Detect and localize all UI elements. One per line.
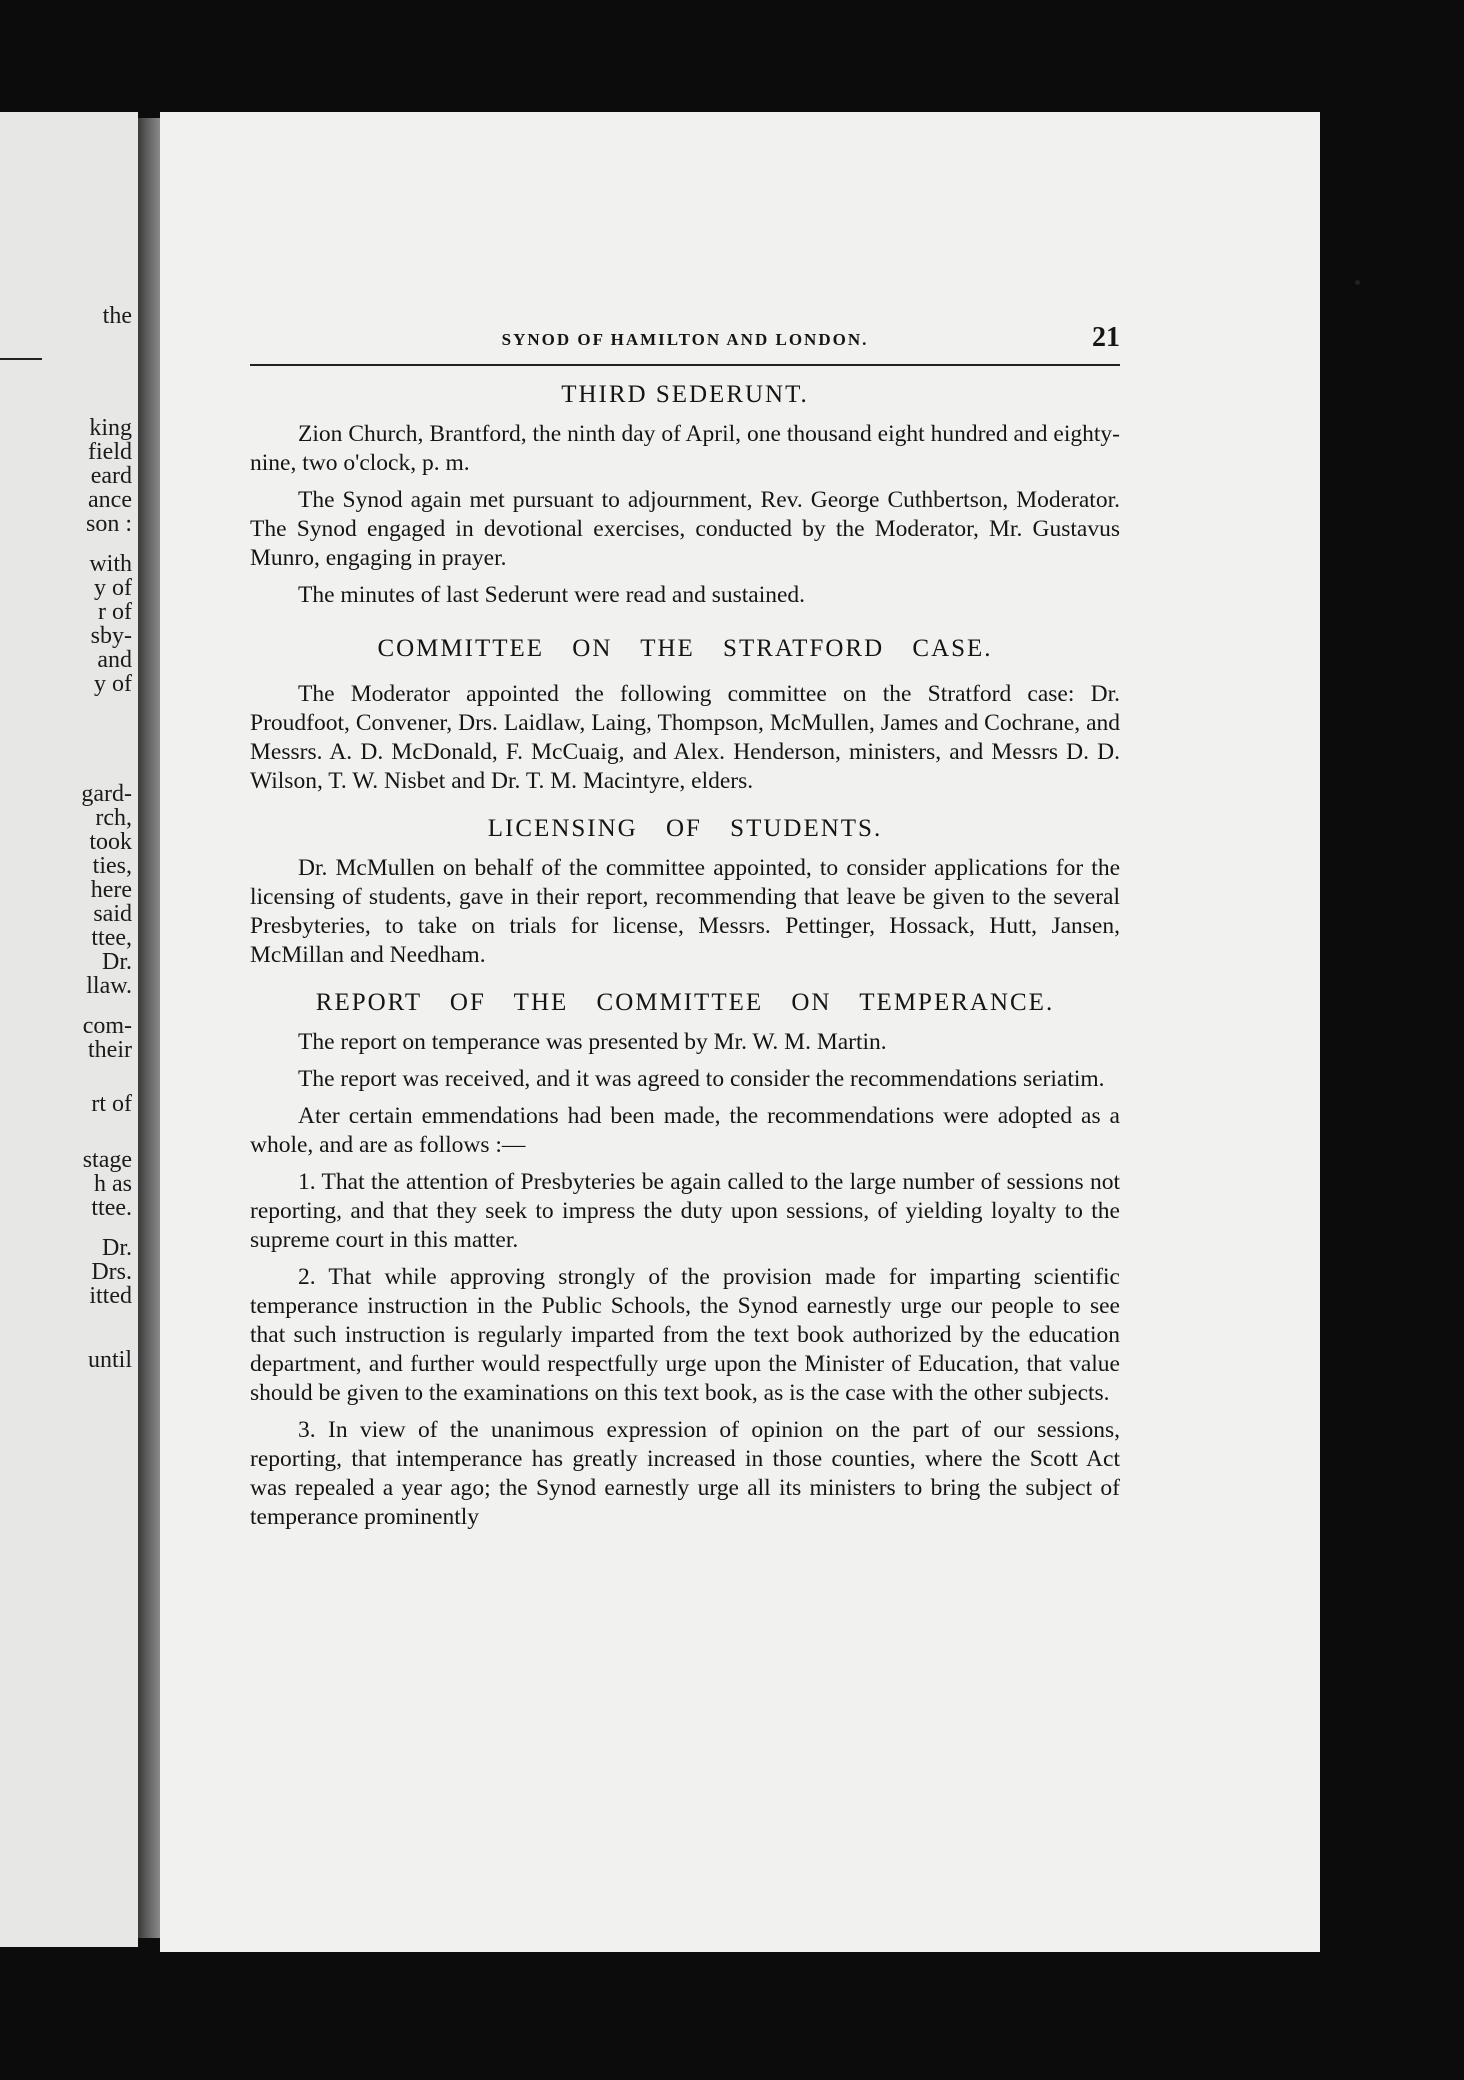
heading-stratford-case: COMMITTEE ON THE STRATFORD CASE. [377,635,993,662]
paragraph: 1. That the attention of Presbyteries be again called to the large number of sessions not reporting, and that they seek to impress the duty upon sessions, of yielding loyalty to the supreme court in this matter. [250,1169,1120,1253]
paragraph: The Moderator appointed the following committee on the Stratford case: Dr. Proudfoot, Convener, Drs. Laidlaw, Laing, Thompson, McMullen, James and Cochrane, and Messrs. A. D. McDonald, F. McCuaig, and Alex. Henderson, ministers, and Messrs D. D. Wilson, T. W. Nisbet and Dr. T. M. Macintyre, elders. [250,681,1120,794]
left-page-text-fragment: said [93,901,132,927]
left-page-text-fragment: com- [82,1013,132,1039]
left-page-text-fragment: Dr. [102,1235,132,1261]
left-page-text-fragment: r of [98,599,132,625]
left-page-text-fragment: ties, [92,853,132,879]
left-page-text-fragment: Dr. [102,949,132,975]
left-page-text-fragment: rt of [91,1091,132,1117]
left-page-text-fragment: h as [94,1171,132,1197]
left-page-text-fragment: son : [85,511,132,537]
left-page-text-fragment: stage [82,1147,132,1173]
page-content [250,322,1120,1540]
left-page-text-fragment: field [88,439,132,465]
paragraph: The report on temperance was presented by Mr. W. M. Martin. [298,1029,887,1055]
left-page-text-fragment: y of [94,671,132,697]
paragraph: 2. That while approving strongly of the provision made for imparting scientific temperance instruction in the Public Schools, the Synod earnestly urge our people to see that such instruction is regularly imparted from the text book authorized by the education department, and further would respectfully urge upon the Minister of Education, that value should be given to the examinations on this text book, as is the case with the other subjects. [250,1264,1120,1406]
paragraph: 3. In view of the unanimous expression of opinion on the part of our sessions, reporting, that intemperance has greatly increased in those counties, where the Scott Act was repealed a year ago; the Synod earnestly urge all its ministers to bring the subject of temperance prominently [250,1417,1120,1530]
left-page-text-fragment: king [89,415,132,441]
paragraph: Dr. McMullen on behalf of the committee appointed, to consider applications for the licensing of students, gave in their report, recommending that leave be given to the several Presbyteries, to take on trials for license, Messrs. Pettinger, Hossack, Hutt, Jansen, McMillan and Needham. [250,855,1120,968]
running-header [250,322,1120,366]
left-page-text-fragment: ttee. [91,1195,132,1221]
left-page-text-fragment: with [89,551,132,577]
heading-temperance-report: REPORT OF THE COMMITTEE ON TEMPERANCE. [315,989,1055,1016]
heading-third-sederunt: THIRD SEDERUNT. [561,381,809,408]
left-page-text-fragment: the [102,303,132,329]
paragraph: Ater certain emmendations had been made, the recommendations were adopted as a whole, and are as follows :— [250,1103,1120,1158]
left-page-text-fragment: here [90,877,132,903]
paragraph: The Synod again met pursuant to adjournment, Rev. George Cuthbertson, Moderator. The Synod engaged in devotional exercises, conducted by the Moderator, Mr. Gustavus Munro, engaging in prayer. [250,487,1120,571]
heading-licensing-students: LICENSING OF STUDENTS. [487,815,883,842]
left-page-text-fragment: and [97,647,132,673]
left-page-text-fragment: took [89,829,132,855]
left-page-rule [0,358,42,360]
running-title: SYNOD OF HAMILTON AND LONDON. [501,330,869,349]
book-page [160,112,1320,1952]
left-page-text-fragment: rch, [95,805,132,831]
left-page-text-fragment: sby- [90,623,132,649]
left-page-text-fragment: itted [89,1283,132,1309]
left-page-text-fragment: gard- [81,781,132,807]
book-spine [138,118,160,1938]
left-page-text-fragment: until [87,1347,132,1373]
paragraph: The report was received, and it was agreed to consider the recommendations seriatim. [298,1066,1105,1092]
left-page-text-fragment: ttee, [91,925,132,951]
left-page-text-fragment: Drs. [91,1259,132,1285]
page-number: 21 [1092,322,1120,353]
left-page-text-fragment: their [88,1037,132,1063]
left-page-text-fragment: eard [90,463,132,489]
paragraph: The minutes of last Sederunt were read and sustained. [298,582,806,608]
left-page-text-fragment: y of [94,575,132,601]
paragraph: Zion Church, Brantford, the ninth day of April, one thousand eight hundred and eighty-nine, two o'clock, p. m. [250,421,1120,476]
left-page-text-fragment: llaw. [86,973,132,999]
left-page-fragment [0,112,138,1947]
left-page-text-fragment: ance [88,487,132,513]
ink-speck [1355,280,1360,285]
